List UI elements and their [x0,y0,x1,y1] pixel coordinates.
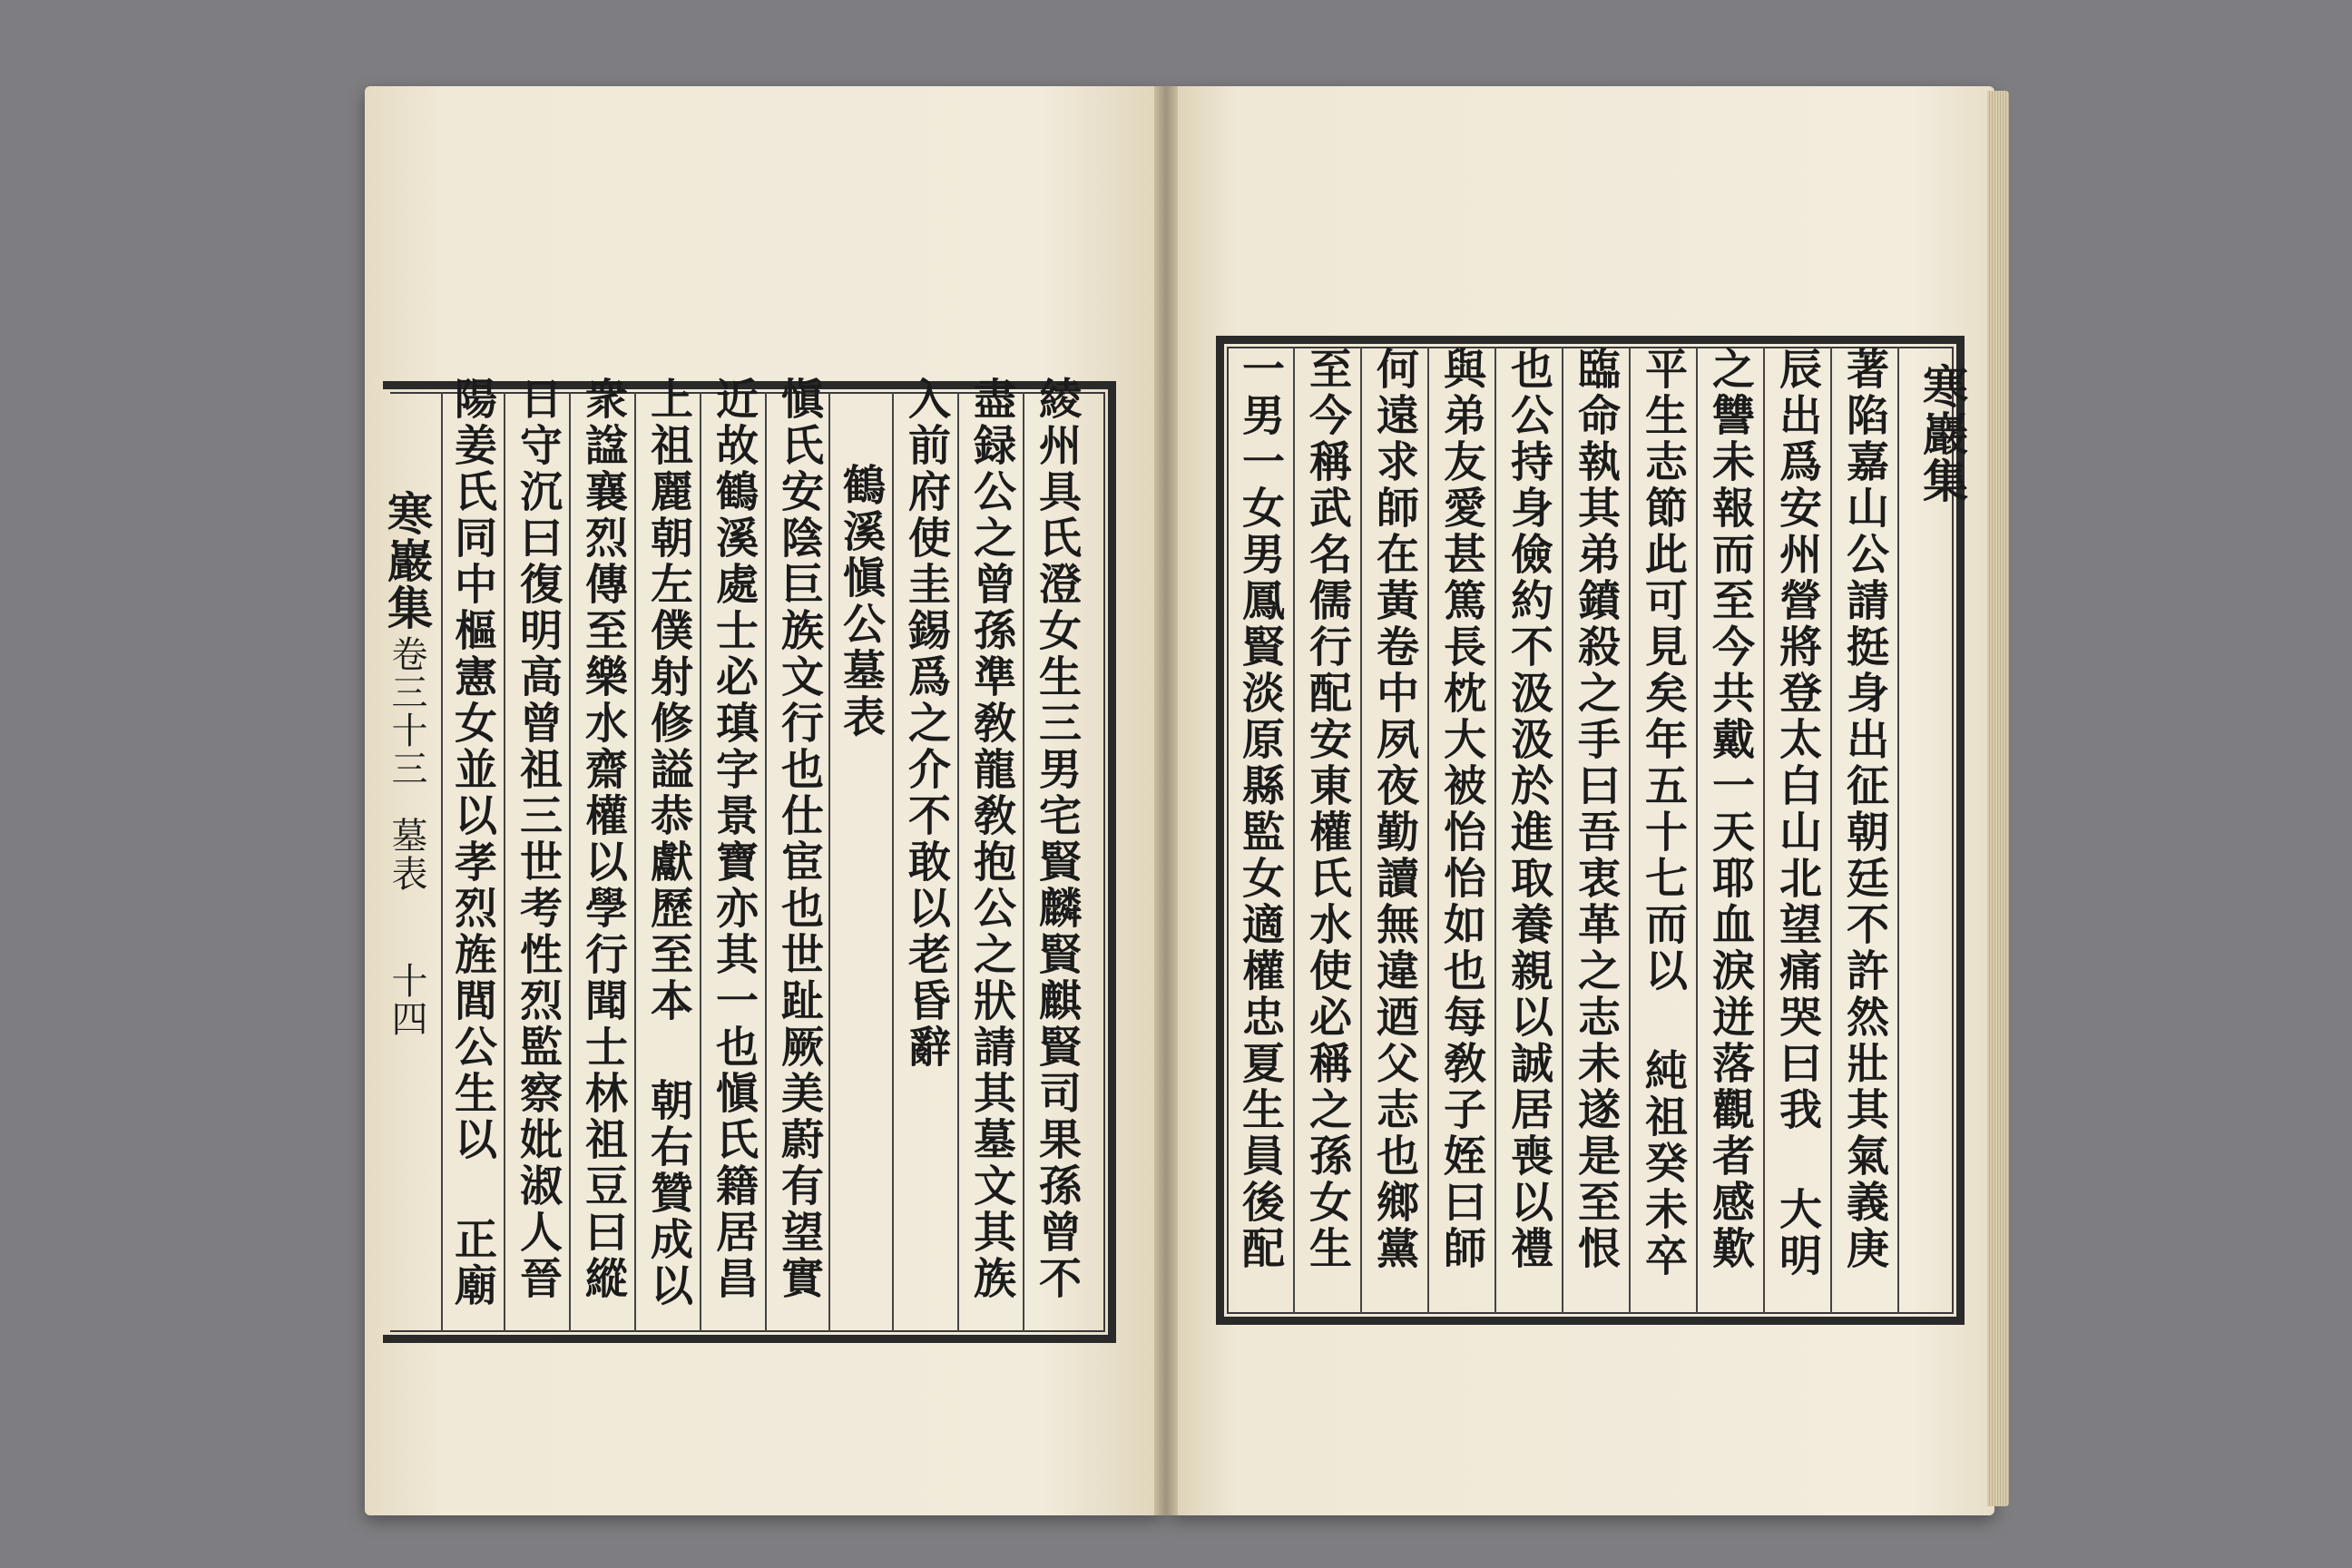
left-column-1: 綾州具氏澄女生三男宅賢麟賢麒賢司果孫曾不 [1032,377,1082,1302]
right-rule [1897,347,1899,1314]
right-rule [1494,347,1496,1314]
book-gutter [1154,86,1178,1515]
right-rule [1360,347,1362,1314]
right-rule [1629,347,1631,1314]
left-rule [504,392,505,1332]
left-rule [700,392,701,1332]
right-rule [1696,347,1698,1314]
left-rule [892,392,894,1332]
right-rule [1293,347,1295,1314]
left-fold-rule [441,392,443,1332]
left-column-5: 愼氏安陰巨族文行也仕宦也世趾厥美蔚有望實 [774,377,824,1302]
right-column-6: 也公持身儉約不汲汲於進取養親以誠居喪以禮 [1504,347,1553,1272]
left-column-10: 陽姜氏同中樞憲女並以孝烈旌閭公生以 正廟 [447,377,497,1309]
right-column-1: 著陷嘉山公請挺身出征朝廷不許然壯其氣義庚 [1839,347,1889,1272]
left-rule [765,392,767,1332]
right-rule [1763,347,1765,1314]
right-column-9: 至今稱武名儒行配安東權氏水使必稱之孫女生 [1302,347,1352,1272]
left-column-8: 衆諡襄烈傳至樂水齋權以學行聞士林祖豆曰縱 [578,377,628,1302]
left-volume: 卷三十三 [386,635,427,788]
left-rule [828,392,830,1332]
right-column-2: 辰出爲安州營將登太白山北望痛哭曰我 大明 [1772,347,1822,1279]
right-rule [1562,347,1563,1314]
right-column-4: 平生志節此可見矣年五十七而以 純祖癸未卒 [1638,347,1688,1279]
right-column-10: 一男一女男鳳賢淡原縣監女適權忠夏生員後配 [1235,347,1285,1272]
left-rule [957,392,959,1332]
left-column-3: 入前府使圭錫爲之介不敢以老昏辭 [901,377,951,1071]
left-section: 墓表 [386,817,427,893]
left-rule [569,392,571,1332]
left-folio: 十四 [386,962,427,1038]
left-column-6: 近故鶴溪處士必瑱字景寶亦其一也愼氏籍居昌 [709,377,759,1302]
left-column-2: 盡録公之曾孫準敎龍敎抱公之狀請其墓文其族 [966,377,1016,1302]
left-rule [1023,392,1024,1332]
right-column-3: 之讐未報而至今共戴一天耶血淚迸落觀者感歎 [1705,347,1755,1272]
right-column-8: 何遠求師在黃卷中夙夜勤讀無違迺父志也鄉黨 [1369,347,1419,1272]
right-rule [1427,347,1429,1314]
left-rule [634,392,636,1332]
page-edges [1987,91,2009,1506]
left-column-4-heading: 鶴溪愼公墓表 [836,463,886,740]
left-margin-title: 寒巖集 [380,490,434,632]
right-rule [1830,347,1832,1314]
right-column-5: 臨命執其弟鐼殺之手曰吾衷革之志未遂是至恨 [1571,347,1621,1272]
right-margin-title: 寒巖集 [1916,363,1969,505]
left-column-9: 日守沉曰復明高曾祖三世考性烈監察妣淑人晉 [513,377,563,1302]
right-column-7: 與弟友愛甚篤長枕大被怡怡如也每敎子姪曰師 [1436,347,1486,1272]
left-column-7: 上祖麗朝左僕射修謚恭獻歷至本 朝右贊成以 [643,377,693,1309]
